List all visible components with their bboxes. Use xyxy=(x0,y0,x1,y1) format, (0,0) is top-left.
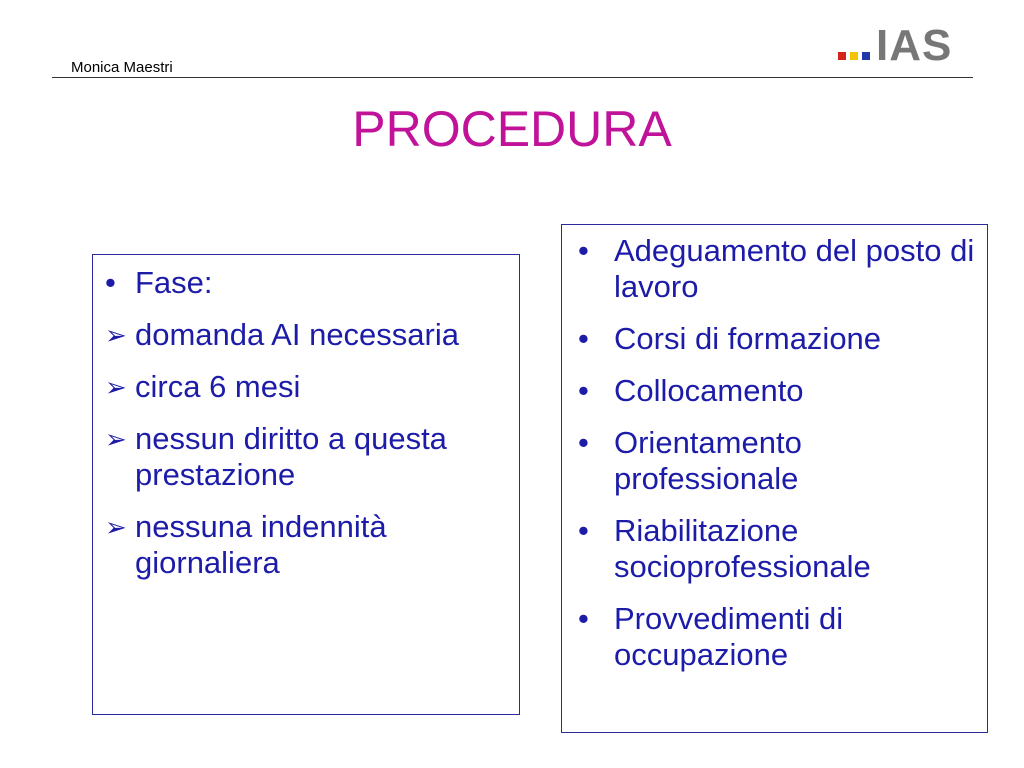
list-item-text: Riabilitazione socioprofessionale xyxy=(614,513,871,584)
slide-title: PROCEDURA xyxy=(352,101,672,157)
bullet-marker: • xyxy=(578,513,589,548)
right-text-box xyxy=(561,224,988,733)
list-item-text: Adeguamento del posto di lavoro xyxy=(614,233,975,304)
list-item xyxy=(576,513,979,585)
header-divider xyxy=(52,77,973,78)
bullet-marker: • xyxy=(578,233,589,268)
logo-square-red xyxy=(838,52,846,60)
author-name: Monica Maestri xyxy=(71,59,173,76)
list-item-text: Provvedimenti di occupazione xyxy=(614,601,844,672)
list-item-text: nessun diritto a questa prestazione xyxy=(135,421,447,492)
bullet-marker: • xyxy=(578,321,589,356)
list-item xyxy=(105,369,509,405)
left-text-box xyxy=(92,254,520,715)
list-item xyxy=(105,265,509,301)
arrow-bullet-icon: ➢ xyxy=(105,512,127,542)
list-item xyxy=(576,373,979,409)
bullet-marker: • xyxy=(578,425,589,460)
list-item xyxy=(105,509,509,581)
list-item xyxy=(576,425,979,497)
arrow-bullet-icon: ➢ xyxy=(105,424,127,454)
list-item-text: Orientamento professionale xyxy=(614,425,802,496)
logo-square-blue xyxy=(862,52,870,60)
arrow-bullet-icon: ➢ xyxy=(105,372,127,402)
ias-logo xyxy=(838,21,953,70)
list-item xyxy=(576,233,979,305)
list-item-text: Fase: xyxy=(135,265,213,300)
list-item xyxy=(105,421,509,493)
list-item-text: domanda AI necessaria xyxy=(135,317,459,352)
bullet-marker: • xyxy=(105,265,116,300)
list-item-text: nessuna indennità giornaliera xyxy=(135,509,387,580)
list-item xyxy=(576,321,979,357)
arrow-bullet-icon: ➢ xyxy=(105,320,127,350)
list-item xyxy=(105,317,509,353)
list-item-text: circa 6 mesi xyxy=(135,369,301,404)
logo-text: IAS xyxy=(876,21,953,70)
logo-square-yellow xyxy=(850,52,858,60)
bullet-marker: • xyxy=(578,373,589,408)
list-item-text: Collocamento xyxy=(614,373,804,408)
list-item xyxy=(576,601,979,673)
list-item-text: Corsi di formazione xyxy=(614,321,882,356)
bullet-marker: • xyxy=(578,601,589,636)
